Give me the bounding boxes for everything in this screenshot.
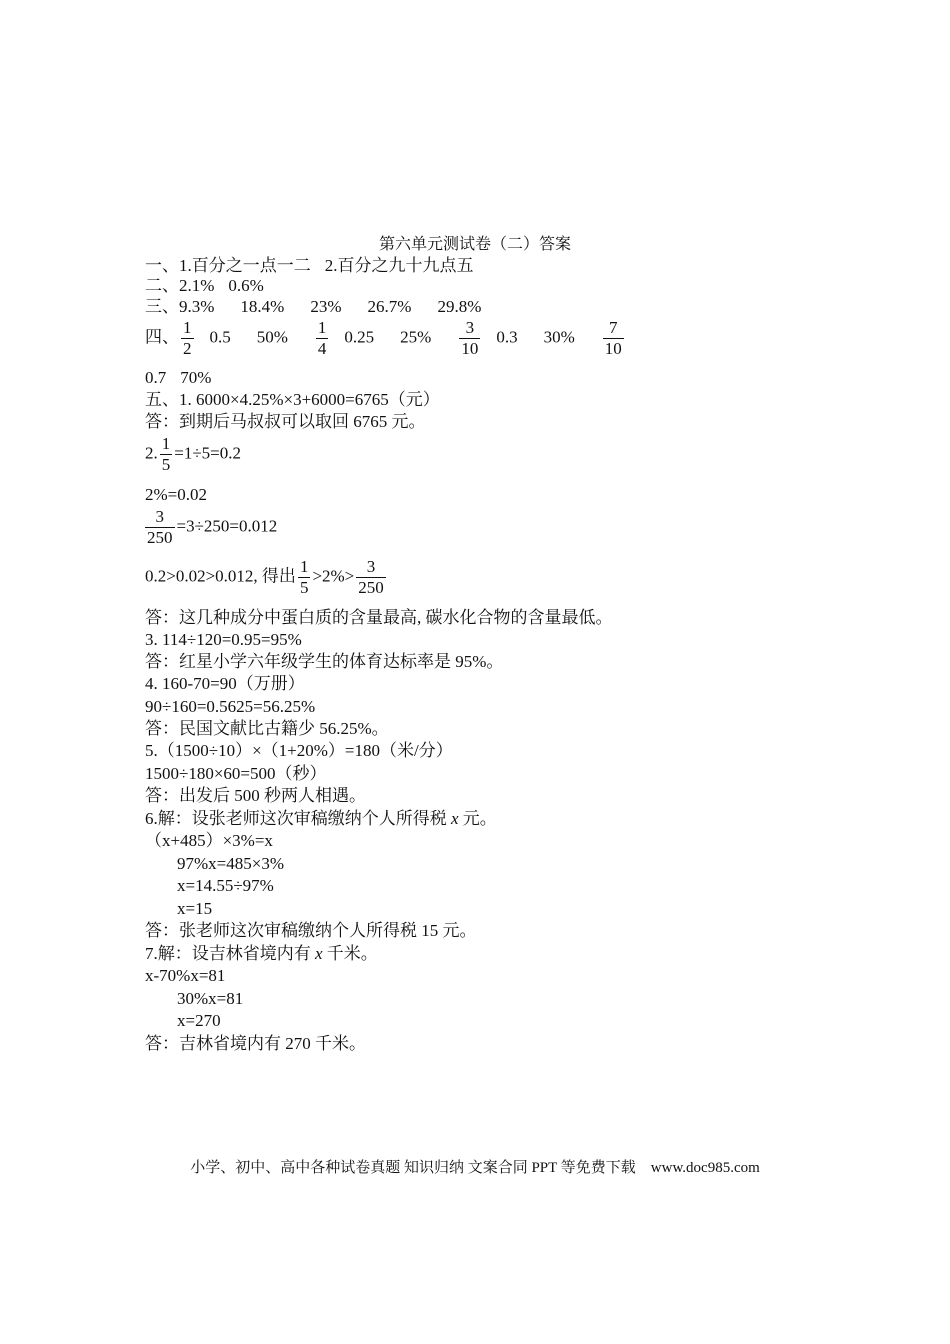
- q5-2-line1: [145, 434, 241, 475]
- value: 0.3: [496, 327, 518, 347]
- fraction: $\frac{3}{250}$: [147, 507, 173, 547]
- page-title: 第六单元测试卷（二）答案: [378, 236, 571, 253]
- fraction: $\frac{1}{5}$: [299, 557, 309, 597]
- q5-6-answer: 答：张老师这次审稿缴纳个人所得税 15 元。: [145, 921, 477, 940]
- fraction: $\frac{3}{250}$: [358, 557, 384, 597]
- expr: =3÷250=0.012: [176, 516, 278, 536]
- q5-4-answer: 答：民国文献比古籍少 56.25%。: [145, 719, 389, 738]
- value: 70%: [180, 368, 212, 387]
- fraction: $\frac{1}{2}$: [183, 318, 192, 358]
- q5-7-line4: x=270: [177, 1011, 221, 1030]
- section-3: [145, 296, 481, 318]
- q5-7-line3: 30%x=81: [177, 989, 244, 1008]
- q5-7-line2: x-70%x=81: [145, 966, 226, 985]
- q5-1-line: 五、1. 6000×4.25%×3+6000=6765（元）: [145, 390, 440, 409]
- section-4: [145, 318, 626, 359]
- expr: 千米。: [322, 944, 378, 963]
- expr: 6.解：设张老师这次审稿缴纳个人所得税: [145, 809, 451, 828]
- q-prefix: 2.: [145, 443, 158, 463]
- section-1-label: 一、: [145, 256, 179, 275]
- answer-3-2: 18.4%: [240, 297, 285, 316]
- answer-3-1: 9.3%: [179, 297, 215, 316]
- q5-3-answer: 答：红星小学六年级学生的体育达标率是 95%。: [145, 652, 504, 671]
- value: 30%: [543, 327, 575, 347]
- q5-4-line2: 90÷160=0.5625=56.25%: [145, 697, 316, 716]
- section-2-label: 二、: [145, 276, 179, 295]
- q5-6-line1: [145, 808, 497, 830]
- expr: >2%>: [312, 566, 355, 586]
- section-3-label: 三、: [145, 297, 179, 316]
- value: 0.7: [145, 368, 167, 387]
- expr: 元。: [458, 809, 497, 828]
- fraction: $\frac{1}{5}$: [161, 434, 171, 474]
- q5-7-line1: [145, 943, 378, 965]
- expr: 0.2>0.02>0.012, 得出: [145, 566, 296, 586]
- q5-6-line2: （x+485）×3%=x: [145, 831, 273, 850]
- variable: x: [315, 944, 323, 963]
- expr: =1÷5=0.2: [174, 443, 242, 463]
- answer-1-2: 2.百分之九十九点五: [324, 256, 474, 275]
- value: 50%: [256, 327, 288, 347]
- q5-5-line1: 5.（1500÷10）×（1+20%）=180（米/分）: [145, 741, 453, 760]
- answer-3-3: 23%: [310, 297, 342, 316]
- answer-3-4: 26.7%: [367, 297, 412, 316]
- answer-2-1: 2.1%: [179, 276, 215, 295]
- q5-6-line3: 97%x=485×3%: [177, 854, 284, 873]
- q5-6-line5: x=15: [177, 899, 213, 918]
- expr: 7.解：设吉林省境内有: [145, 944, 315, 963]
- q5-3-line: 3. 114÷120=0.95=95%: [145, 630, 302, 649]
- value: 0.5: [209, 327, 231, 347]
- q5-6-line4: x=14.55÷97%: [177, 876, 274, 895]
- q5-5-answer: 答：出发后 500 秒两人相遇。: [145, 786, 366, 805]
- value: 25%: [400, 327, 432, 347]
- answer-2-2: 0.6%: [228, 276, 264, 295]
- q5-2-line2: 2%=0.02: [145, 485, 207, 504]
- section-1: [145, 255, 474, 277]
- section-2: [145, 275, 264, 297]
- q5-5-line2: 1500÷180×60=500（秒）: [145, 764, 327, 783]
- section-4-continued: [145, 367, 211, 389]
- fraction: $\frac{7}{10}$: [604, 318, 622, 358]
- q5-4-line1: 4. 160-70=90（万册）: [145, 674, 305, 693]
- fraction: $\frac{1}{4}$: [317, 318, 327, 358]
- section-4-label: 四、: [145, 327, 179, 347]
- answer-3-5: 29.8%: [437, 297, 482, 316]
- q5-2-line3: [145, 507, 277, 548]
- answer-1-1: 1.百分之一点一二: [179, 256, 311, 275]
- q5-7-answer: 答：吉林省境内有 270 千米。: [145, 1034, 366, 1053]
- q5-2-answer: 答：这几种成分中蛋白质的含量最高, 碳水化合物的含量最低。: [145, 608, 613, 627]
- q5-2-line4: [145, 557, 388, 598]
- page-footer: 小学、初中、高中各种试卷真题 知识归纳 文案合同 PPT 等免费下载 www.doc985.com: [190, 1160, 760, 1176]
- fraction: $\frac{3}{10}$: [461, 318, 479, 358]
- variable: x: [451, 809, 459, 828]
- value: 0.25: [344, 327, 375, 347]
- q5-1-answer: 答：到期后马叔叔可以取回 6765 元。: [145, 412, 426, 431]
